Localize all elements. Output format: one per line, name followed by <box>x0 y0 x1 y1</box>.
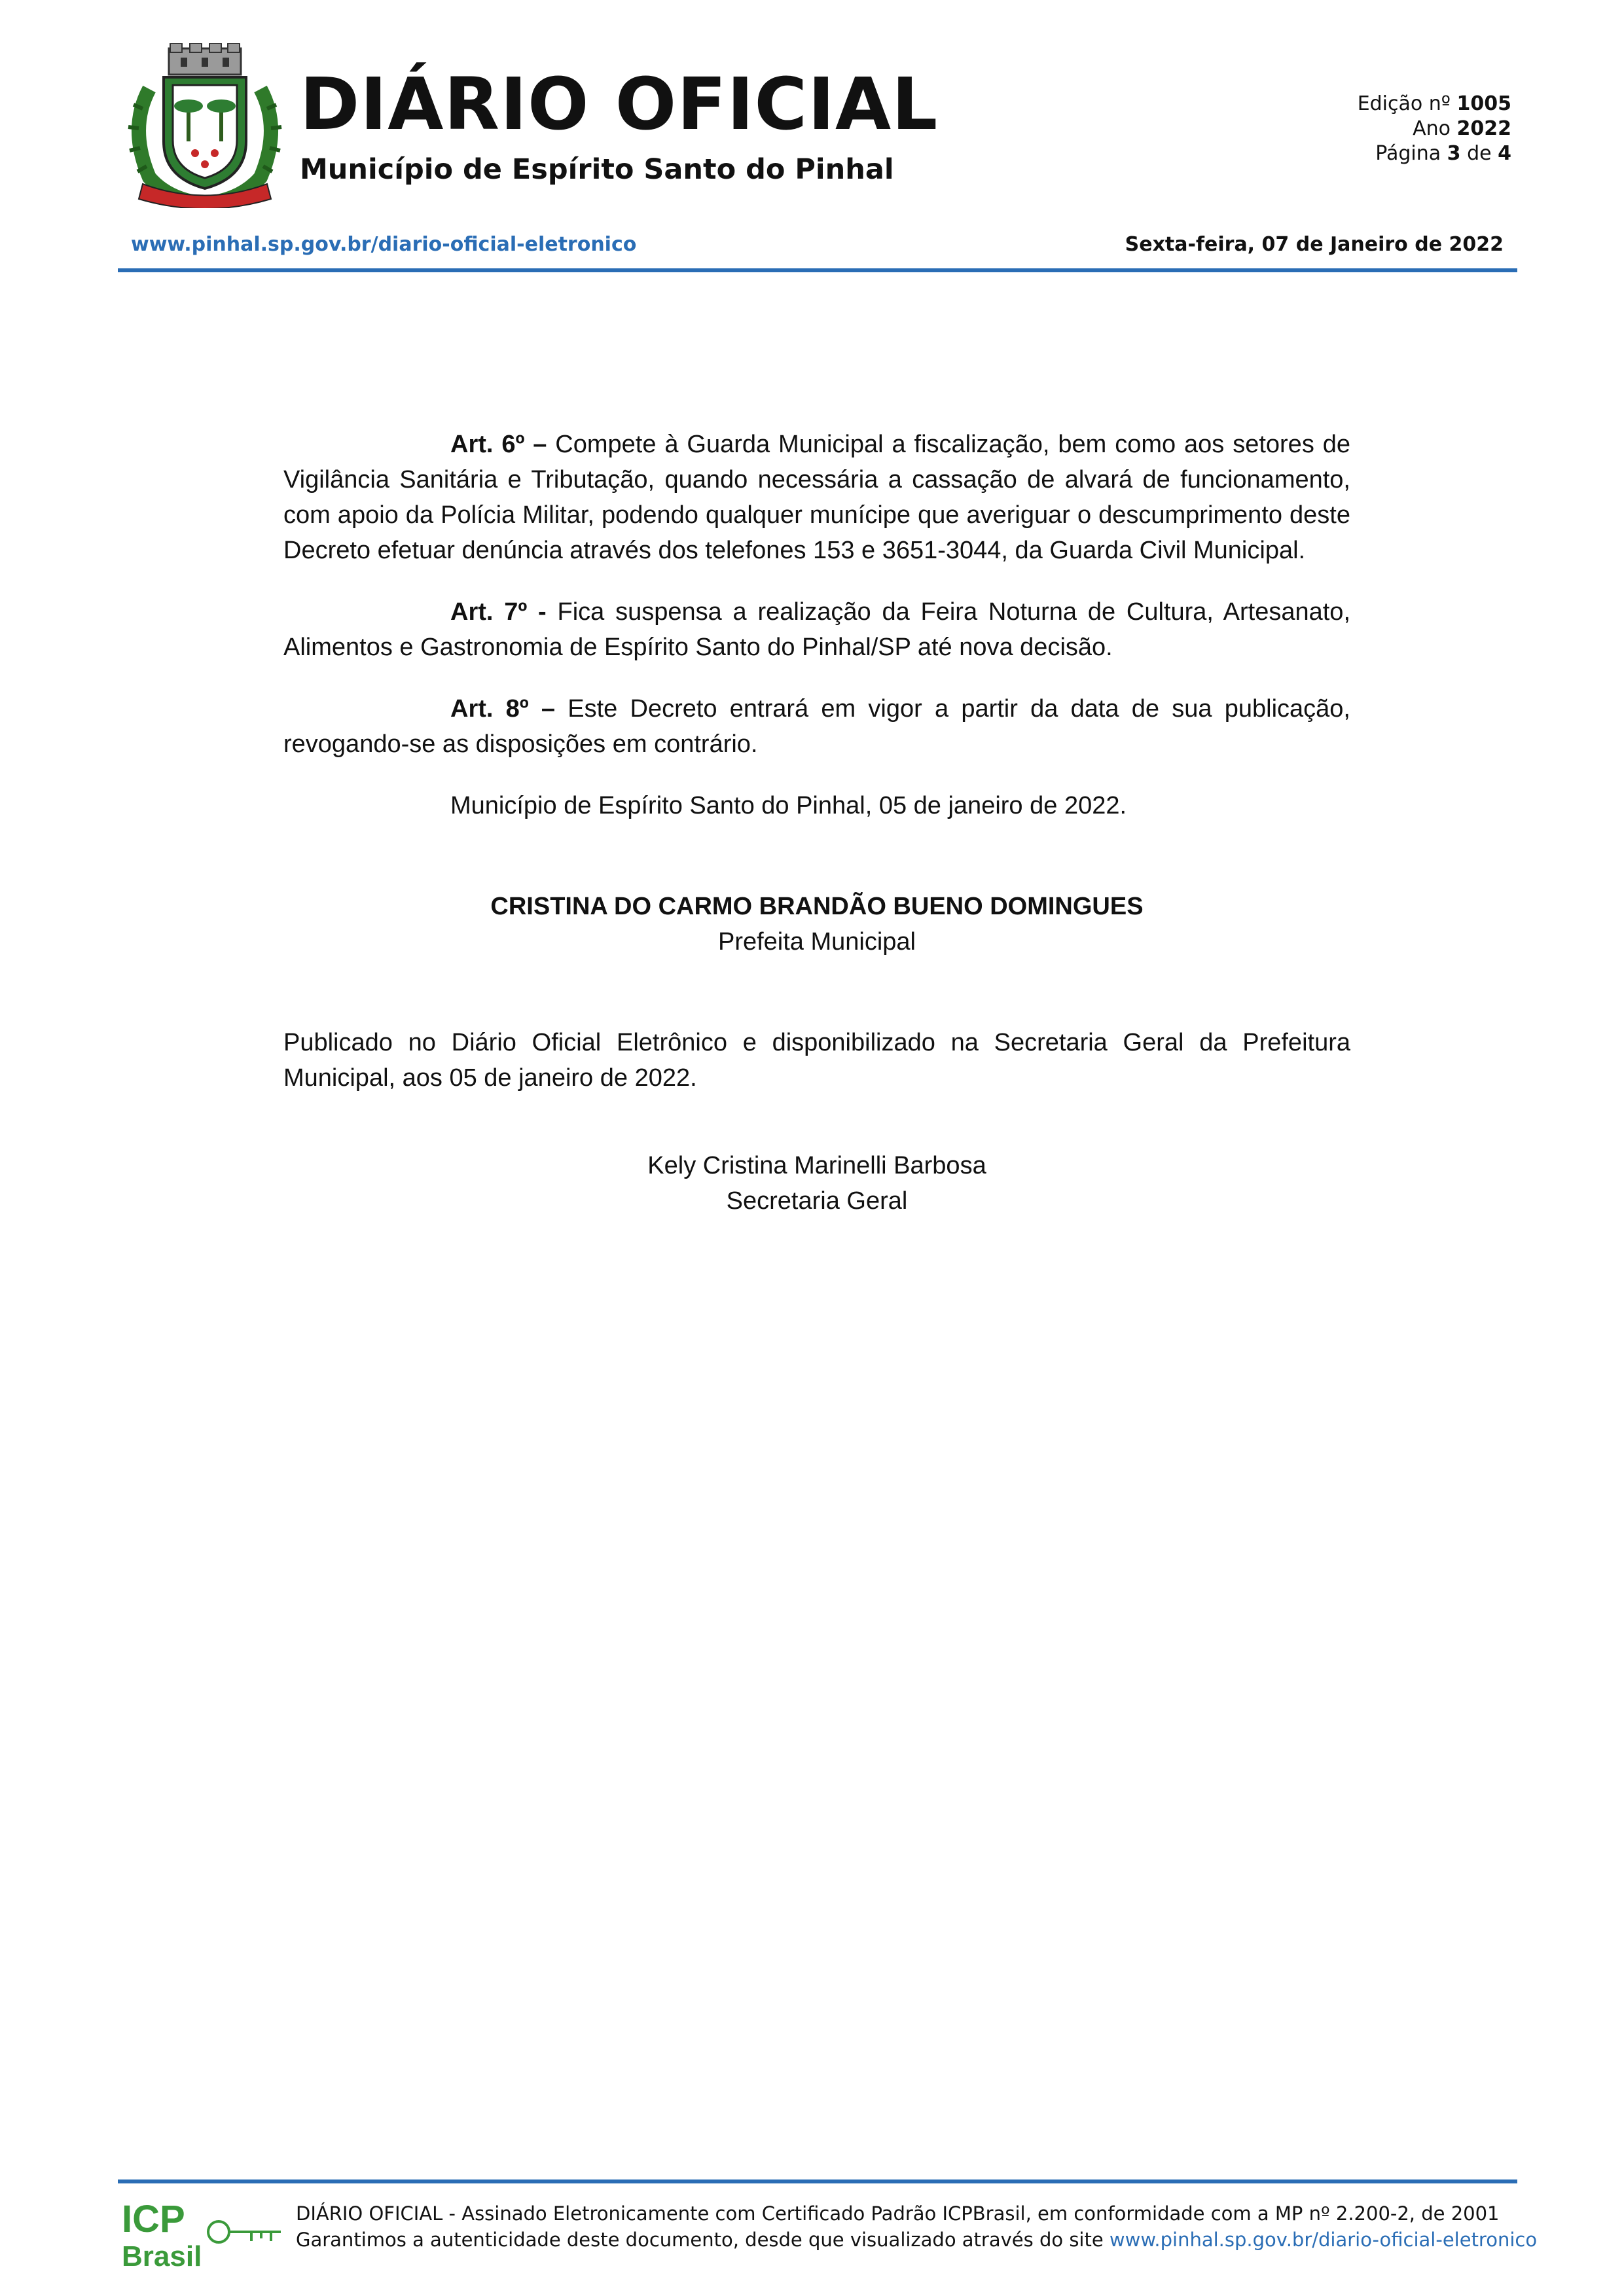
article-8 <box>283 691 1350 762</box>
footer-line-1: DIÁRIO OFICIAL - Assinado Eletronicamente com Certificado Padrão ICPBrasil, em conformidade com a MP nº 2.200-2, de 2001 <box>296 2202 1500 2225</box>
header-site-link[interactable]: www.pinhal.sp.gov.br/diario-oficial-eletronico <box>131 233 637 256</box>
secretary-name: Kely Cristina Marinelli Barbosa <box>647 1152 986 1179</box>
place-and-date: Município de Espírito Santo do Pinhal, 05 de janeiro de 2022. <box>450 792 1127 819</box>
footer-divider <box>118 2179 1517 2183</box>
footer-site-link[interactable]: www.pinhal.sp.gov.br/diario-oficial-eletronico <box>1109 2229 1538 2251</box>
article-8-label: Art. 8º – <box>450 695 556 723</box>
secretary-role: Secretaria Geral <box>726 1187 908 1215</box>
publication-note: Publicado no Diário Oficial Eletrônico e disponibilizado na Secretaria Geral da Prefeitura Municipal, aos 05 de janeiro de 2022. <box>283 1029 1350 1092</box>
footer-line-2-text: Garantimos a autenticidade deste documento, desde que visualizado através do site <box>296 2229 1110 2251</box>
icp-logo-top-text: ICP <box>122 2198 185 2240</box>
year-value: 2022 <box>1456 117 1511 140</box>
icp-logo-bottom-text: Brasil <box>122 2240 202 2270</box>
page-label: Página <box>1375 142 1441 165</box>
edition-line <box>1358 92 1511 117</box>
article-7-label: Art. 7º - <box>450 598 547 626</box>
municipality-name: Município de Espírito Santo do Pinhal <box>300 153 894 186</box>
publication-date: Sexta-feira, 07 de Janeiro de 2022 <box>1125 233 1504 256</box>
article-6-text: Compete à Guarda Municipal a fiscalização, bem como aos setores de Vigilância Sanitária e Tributação, quando necessária a cassação de alvará de funcionamento, com apoio da Polícia Militar, podendo qualquer munícipe que averiguar o descumprimento deste Decreto efetuar denúncia através dos telefones 153 e 3651-3044, da Guarda Civil Municipal. <box>283 431 1350 564</box>
document-body <box>283 427 1350 1219</box>
signer-name: CRISTINA DO CARMO BRANDÃO BUENO DOMINGUES <box>490 893 1144 920</box>
page-total: 4 <box>1498 142 1511 165</box>
article-7 <box>283 594 1350 665</box>
page-of-label: de <box>1467 142 1492 165</box>
icp-brasil-logo <box>120 2198 291 2270</box>
edition-label: Edição nº <box>1357 92 1451 115</box>
edition-number: 1005 <box>1456 92 1511 115</box>
page-current: 3 <box>1447 142 1461 165</box>
article-7-text: Fica suspensa a realização da Feira Noturna de Cultura, Artesanato, Alimentos e Gastronomia de Espírito Santo do Pinhal/SP até nova decisão. <box>283 598 1350 661</box>
article-6-label: Art. 6º – <box>450 431 547 458</box>
mayor-signature <box>283 889 1350 960</box>
page-line <box>1358 141 1511 166</box>
article-8-text: Este Decreto entrará em vigor a partir da data de sua publicação, revogando-se as disposições em contrário. <box>283 695 1350 758</box>
article-6 <box>283 427 1350 568</box>
year-line <box>1358 117 1511 141</box>
secretary-signature <box>283 1148 1350 1219</box>
year-label: Ano <box>1413 117 1451 140</box>
footer-notice <box>296 2200 1537 2253</box>
edition-info <box>1358 92 1511 166</box>
key-icon <box>208 2221 281 2242</box>
signer-role: Prefeita Municipal <box>717 928 916 956</box>
municipal-coat-of-arms-logo <box>123 43 287 208</box>
footer-line-2 <box>296 2227 1537 2253</box>
page-title: DIÁRIO OFICIAL <box>300 62 939 146</box>
header-divider <box>118 268 1517 272</box>
